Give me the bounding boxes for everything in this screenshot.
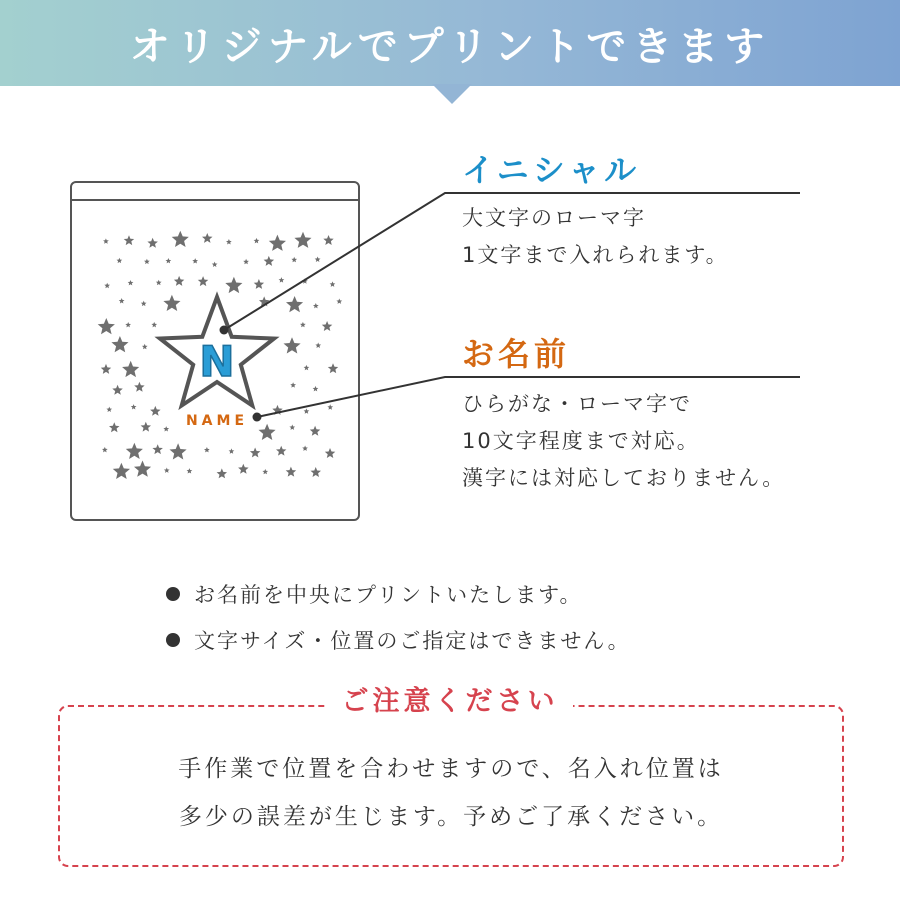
header-banner xyxy=(0,0,900,86)
pattern-star-icon xyxy=(291,257,297,262)
pattern-star-icon xyxy=(170,443,187,459)
header-title: オリジナルでプリントできます xyxy=(129,23,771,70)
notice-title: ご注意ください xyxy=(328,681,573,723)
notice-title-wrap xyxy=(0,681,900,723)
pattern-star-icon xyxy=(226,239,232,245)
name-section-description xyxy=(462,386,785,497)
pattern-star-icon xyxy=(304,408,310,413)
bullet-text: 文字サイズ・位置のご指定はできません。 xyxy=(194,629,631,653)
pattern-star-icon xyxy=(311,467,322,477)
bag-illustration xyxy=(70,181,360,521)
name-desc-line: ひらがな・ローマ字で xyxy=(462,392,692,416)
pattern-star-icon xyxy=(111,336,128,352)
pattern-star-icon xyxy=(322,321,333,331)
pattern-star-icon xyxy=(323,235,333,245)
pattern-star-icon xyxy=(102,447,108,453)
initial-section-description xyxy=(462,200,729,274)
pattern-star-icon xyxy=(126,443,143,459)
pattern-star-icon xyxy=(290,382,296,387)
banner-pointer xyxy=(432,84,472,104)
pattern-star-icon xyxy=(103,238,109,243)
pattern-star-icon xyxy=(217,468,227,478)
pattern-star-icon xyxy=(151,322,157,328)
pattern-star-icon xyxy=(147,238,158,248)
name-desc-line: 10文字程度まで対応。 xyxy=(462,429,700,453)
pattern-star-icon xyxy=(187,468,193,473)
pattern-star-icon xyxy=(250,448,261,458)
pattern-star-icon xyxy=(286,296,303,312)
name-section-title: お名前 xyxy=(462,335,571,373)
pattern-star-icon xyxy=(284,337,301,353)
pattern-star-icon xyxy=(131,404,137,409)
pattern-star-icon xyxy=(289,425,295,430)
pattern-star-icon xyxy=(328,363,338,373)
pattern-star-icon xyxy=(142,344,148,350)
bullet-dot-icon xyxy=(166,587,180,601)
pattern-star-icon xyxy=(150,406,161,416)
pattern-star-icon xyxy=(172,231,189,247)
initial-section-title: イニシャル xyxy=(462,151,641,189)
pattern-star-icon xyxy=(294,232,311,248)
pattern-star-icon xyxy=(313,386,319,392)
pattern-star-icon xyxy=(144,259,150,264)
bullet-item xyxy=(166,617,631,663)
pattern-star-icon xyxy=(101,364,111,374)
notice-body xyxy=(58,745,844,841)
name-text: NAME xyxy=(185,413,249,429)
pattern-star-icon xyxy=(113,463,130,479)
bullet-list xyxy=(166,571,631,663)
pattern-star-icon xyxy=(310,426,321,436)
pattern-star-icon xyxy=(212,262,218,267)
pattern-star-icon xyxy=(313,303,319,308)
pattern-star-icon xyxy=(164,468,170,473)
pattern-star-icon xyxy=(259,296,269,306)
pattern-star-icon xyxy=(279,277,285,283)
pattern-star-icon xyxy=(125,322,131,327)
initial-desc-line: 1文字まで入れられます。 xyxy=(462,243,729,267)
pattern-star-icon xyxy=(166,258,172,263)
notice-line: 多少の誤差が生じます。予めご了承ください。 xyxy=(178,804,724,830)
pattern-star-icon xyxy=(286,467,297,477)
pattern-star-icon xyxy=(325,448,336,458)
pattern-star-icon xyxy=(98,318,115,334)
initial-desc-line: 大文字のローマ字 xyxy=(462,206,646,230)
pattern-star-icon xyxy=(141,422,151,432)
pattern-star-icon xyxy=(174,276,184,286)
pattern-star-icon xyxy=(262,469,268,474)
pattern-star-icon xyxy=(304,365,310,370)
pattern-star-icon xyxy=(112,385,123,395)
pattern-star-icon xyxy=(119,298,125,304)
pattern-star-icon xyxy=(109,422,120,432)
pattern-star-icon xyxy=(264,256,275,266)
pattern-star-icon xyxy=(315,343,321,349)
pattern-star-icon xyxy=(315,257,321,263)
pattern-star-icon xyxy=(117,258,123,263)
pattern-star-icon xyxy=(198,276,209,286)
pattern-star-icon xyxy=(254,279,264,289)
bullet-dot-icon xyxy=(166,633,180,647)
pattern-star-icon xyxy=(152,444,163,454)
pattern-star-icon xyxy=(259,424,276,440)
pattern-star-icon xyxy=(124,235,135,245)
pattern-star-icon xyxy=(336,299,342,304)
pattern-star-icon xyxy=(156,280,162,285)
notice-line: 手作業で位置を合わせますので、名入れ位置は xyxy=(178,756,724,782)
pattern-star-icon xyxy=(106,407,112,412)
pattern-star-icon xyxy=(202,233,213,243)
pattern-star-icon xyxy=(163,426,169,431)
pattern-star-icon xyxy=(192,258,198,263)
bullet-item xyxy=(166,571,631,617)
pattern-star-icon xyxy=(104,283,110,289)
pattern-star-icon xyxy=(229,448,235,453)
pattern-star-icon xyxy=(254,238,260,244)
pattern-star-icon xyxy=(276,446,286,456)
pattern-star-icon xyxy=(272,405,282,415)
pattern-star-icon xyxy=(204,447,210,452)
initial-letter: N xyxy=(199,337,235,386)
pattern-star-icon xyxy=(238,464,249,474)
bullet-text: お名前を中央にプリントいたします。 xyxy=(194,583,583,607)
pattern-star-icon xyxy=(302,446,308,451)
pattern-star-icon xyxy=(300,322,306,327)
pattern-star-icon xyxy=(225,277,242,293)
pattern-star-icon xyxy=(330,281,336,287)
pattern-star-icon xyxy=(122,361,139,377)
pattern-star-icon xyxy=(327,404,333,410)
star-pattern-art xyxy=(72,183,362,523)
pattern-star-icon xyxy=(302,278,308,283)
pattern-star-icon xyxy=(163,295,180,311)
pattern-star-icon xyxy=(243,259,249,265)
pattern-star-icon xyxy=(269,235,286,251)
name-desc-line: 漢字には対応しておりません。 xyxy=(462,466,786,490)
pattern-star-icon xyxy=(134,382,144,392)
pattern-star-icon xyxy=(134,461,151,477)
pattern-star-icon xyxy=(128,280,134,285)
pattern-star-icon xyxy=(141,301,147,307)
